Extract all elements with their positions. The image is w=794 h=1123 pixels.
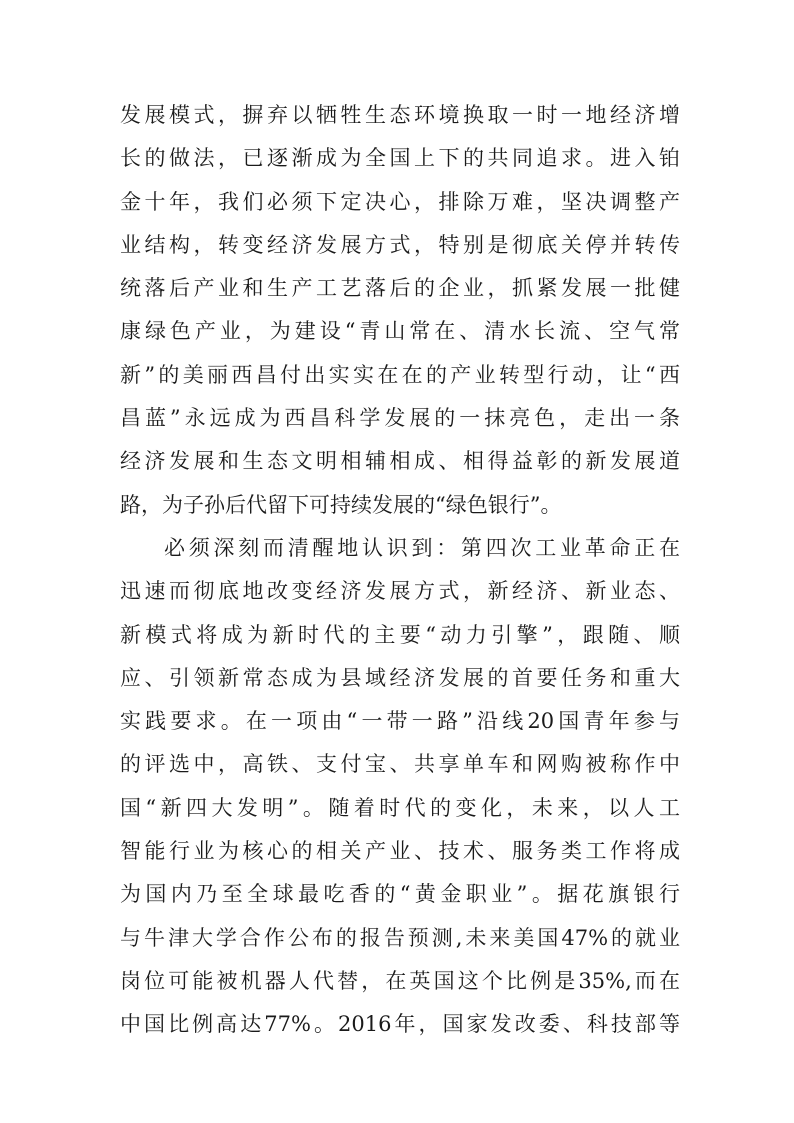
text-line: 迅速而彻底地改变经济发展方式，新经济、新业态、 (120, 579, 680, 604)
paragraph-first-line: 必须深刻而清醒地认识到：第四次工业革命正在 (164, 535, 680, 560)
text-line: 的评选中，高铁、支付宝、共享单车和网购被称作中 (120, 752, 680, 777)
text-line: 应、引领新常态成为县域经济发展的首要任务和重大 (120, 665, 680, 690)
text-line: 金十年，我们必须下定决心，排除万难，坚决调整产 (120, 189, 680, 214)
text-line: 业结构，转变经济发展方式，特别是彻底关停并转传 (120, 232, 680, 257)
text-line: 发展模式，摒弃以牺牲生态环境换取一时一地经济增 (120, 103, 680, 127)
text-line: 智能行业为核心的相关产业、技术、服务类工作将成 (120, 839, 680, 864)
paragraph-end-line: 路，为子孙后代留下可持续发展的“绿色银行”。 (120, 492, 562, 517)
text-line: 岗位可能被机器人代替，在英国这个比例是35%,而在 (120, 968, 680, 993)
body-text (120, 94, 680, 1047)
text-line: 新”的美丽西昌付出实实在在的产业转型行动，让“西 (120, 362, 680, 387)
text-line: 为国内乃至全球最吃香的“黄金职业”。据花旗银行 (120, 882, 680, 907)
text-line: 新模式将成为新时代的主要“动力引擎”，跟随、顺 (120, 622, 680, 647)
text-line: 与牛津大学合作公布的报告预测,未来美国47%的就业 (120, 925, 680, 950)
text-line: 实践要求。在一项由“一带一路”沿线20国青年参与 (120, 709, 680, 734)
text-line: 国“新四大发明”。随着时代的变化，未来，以人工 (120, 795, 680, 820)
text-line: 昌蓝”永远成为西昌科学发展的一抹亮色，走出一条 (120, 406, 680, 431)
text-line: 中国比例高达77%。2016年，国家发改委、科技部等 (120, 1012, 680, 1037)
text-line: 康绿色产业，为建设“青山常在、清水长流、空气常 (120, 319, 680, 344)
text-line: 统落后产业和生产工艺落后的企业，抓紧发展一批健 (120, 276, 680, 301)
text-line: 长的做法，已逐渐成为全国上下的共同追求。进入铂 (120, 146, 680, 171)
text-line: 经济发展和生态文明相辅相成、相得益彰的新发展道 (120, 449, 680, 474)
